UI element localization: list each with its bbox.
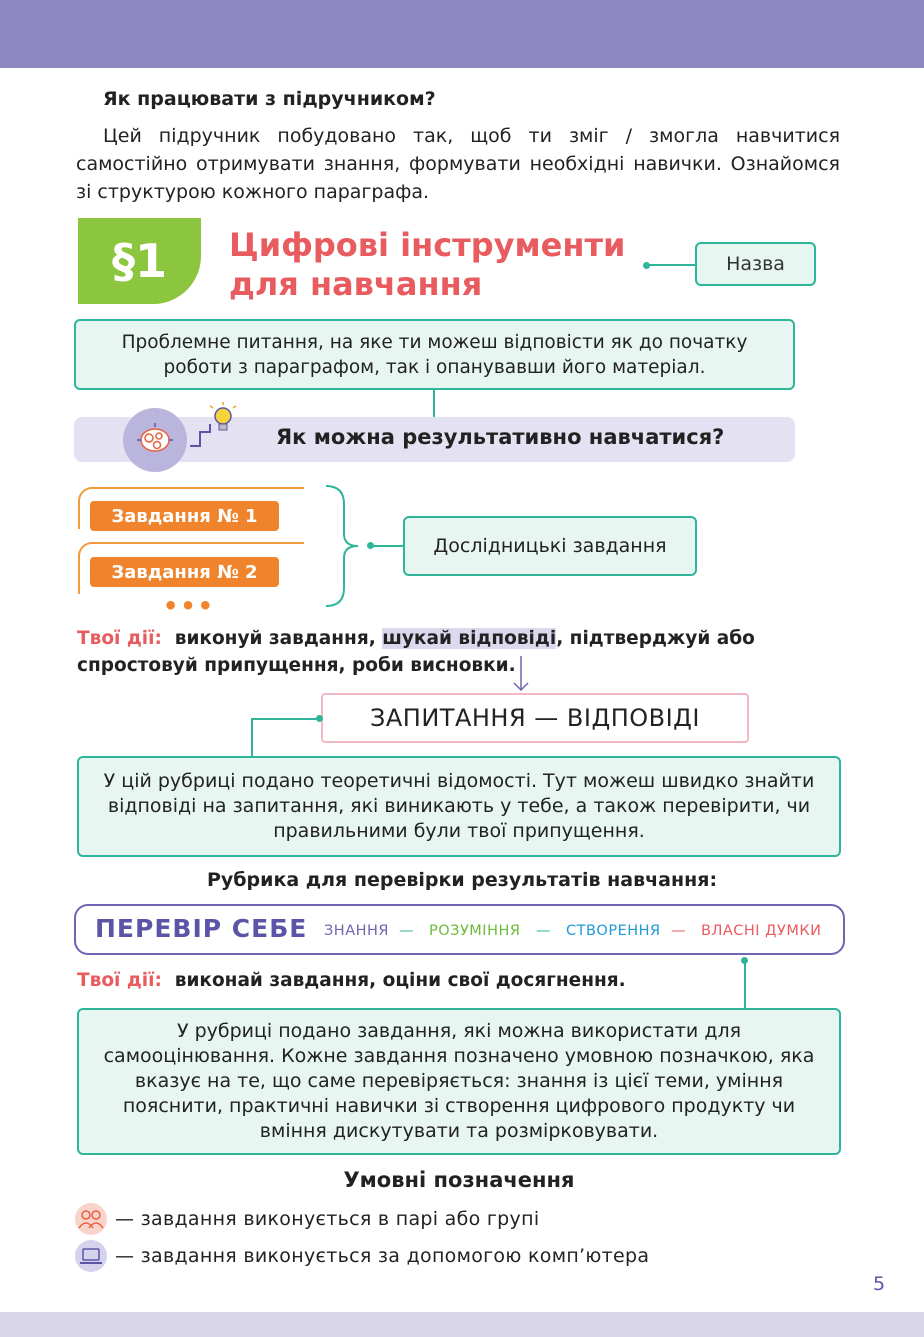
legend-item-group: [75, 1203, 539, 1235]
arrow-down-icon: [512, 656, 530, 692]
actions-label: Твої дії:: [77, 628, 162, 649]
level-knowledge: ЗНАННЯ: [324, 923, 390, 939]
research-tasks-callout: Дослідницькі завдання: [403, 516, 697, 576]
header-band: [0, 0, 924, 68]
laptop-icon: [75, 1240, 107, 1272]
actions-label: Твої дії:: [77, 970, 162, 991]
connector-line: [251, 718, 253, 756]
page-number: 5: [873, 1273, 886, 1295]
legend-item-text: — завдання виконується за допомогою комп’ютера: [115, 1245, 650, 1267]
actions-text-2: Твої дії: виконай завдання, оціни свої досягнення.: [77, 970, 626, 991]
more-tasks-ellipsis: •••: [163, 592, 216, 620]
footer-band: [0, 1312, 924, 1337]
brain-icon: [123, 408, 187, 472]
connector-line: [251, 718, 317, 720]
paragraph-title: Цифрові інструменти для навчання: [229, 226, 626, 303]
legend-title: Умовні позначення: [343, 1168, 575, 1192]
problem-question-text: Як можна результативно навчатися?: [276, 425, 725, 449]
group-icon: [75, 1203, 107, 1235]
dash: —: [671, 923, 686, 939]
brace: [322, 484, 362, 608]
lightbulb-icon: [188, 402, 238, 454]
intro-title: Як працювати з підручником?: [103, 88, 436, 110]
paragraph-number-badge: §1: [78, 218, 201, 304]
rubric-heading: Рубрика для перевірки результатів навчання:: [206, 869, 718, 891]
qa-section-title: ЗАПИТАННЯ — ВІДПОВІДІ: [321, 693, 749, 743]
task-badge-1: Завдання № 1: [90, 501, 279, 531]
problem-question-callout: Проблемне питання, на яке ти можеш відповісти як до початку роботи з параграфом, так і опанувавши його матеріал.: [74, 319, 795, 390]
connector-line: [372, 545, 403, 547]
connector-line: [433, 390, 435, 418]
legend-item-text: — завдання виконується в парі або групі: [115, 1208, 540, 1230]
connector-line: [648, 264, 695, 266]
name-callout: Назва: [695, 242, 816, 286]
intro-text: Цей підручник побудовано так, щоб ти зміг / змогла навчитися самостійно отримувати знання, формувати необхідні навички. Ознайомся зі структурою кожного параграфа.: [76, 125, 840, 203]
check-yourself-title: ПЕРЕВІР СЕБЕ: [95, 914, 308, 943]
level-own-thoughts: ВЛАСНІ ДУМКИ: [701, 923, 822, 939]
highlighted-phrase: шукай відповіді: [382, 628, 557, 649]
legend-item-computer: [75, 1240, 649, 1272]
level-creation: СТВОРЕННЯ: [566, 923, 661, 939]
actions-text-1: Твої дії: виконуй завдання, шукай відповіді, підтверджуй або спростовуй припущення, роби висновки.: [77, 628, 755, 676]
qa-description: У цій рубриці подано теоретичні відомості. Тут можеш швидко знайти відповіді на запитання, які виникають у тебе, а також перевірити, чи правильними були твої припущення.: [77, 756, 841, 857]
connector-line: [744, 960, 746, 1008]
dash: —: [399, 923, 414, 939]
task-badge-2: Завдання № 2: [90, 557, 279, 587]
dash: —: [536, 923, 551, 939]
self-check-description: У рубриці подано завдання, які можна використати для самооцінювання. Кожне завдання позначено умовною позначкою, яка вказує на те, що саме перевіряється: знання із цієї теми, уміння пояснити, практичні навички зі створення цифрового продукту чи вміння дискутувати та розмірковувати.: [77, 1008, 841, 1155]
level-understanding: РОЗУМІННЯ: [429, 923, 521, 939]
connector-dot: [316, 715, 323, 722]
